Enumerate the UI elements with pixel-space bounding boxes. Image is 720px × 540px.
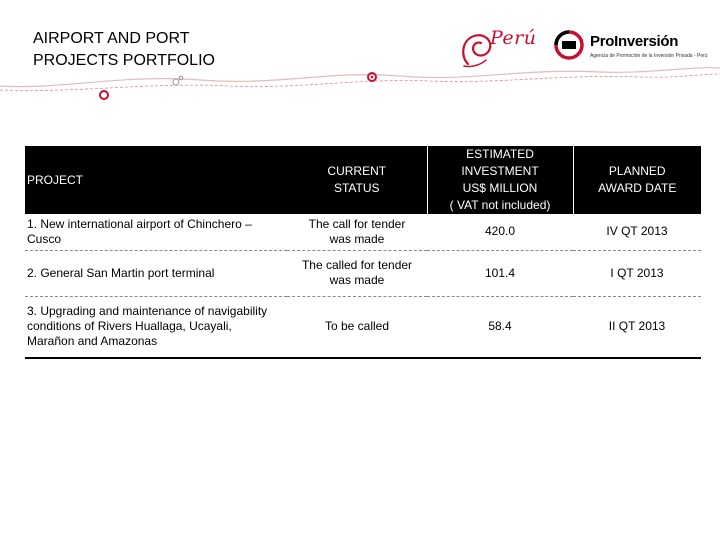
project-status: The call for tender was made: [287, 214, 427, 250]
project-investment: 58.4: [427, 296, 573, 358]
project-status: The called for tender was made: [287, 250, 427, 296]
project-name: 1. New international airport of Chinchero – Cusco: [25, 214, 287, 250]
project-name: 2. General San Martin port terminal: [25, 250, 287, 296]
header-estimated-investment: ESTIMATED INVESTMENT US$ MILLION ( VAT not included): [427, 146, 573, 214]
project-award-date: IV QT 2013: [573, 214, 701, 250]
peru-logo-text: Perú: [490, 27, 537, 49]
proinversion-logo-tagline: Agencia de Promoción de la Inversión Privada - Perú: [590, 53, 708, 59]
decorative-circle: [173, 79, 179, 85]
project-status: To be called: [287, 296, 427, 358]
slide-title: AIRPORT AND PORT PROJECTS PORTFOLIO: [33, 30, 215, 69]
proinversion-logo-text: ProInversión: [590, 33, 679, 50]
table-row: [25, 250, 701, 296]
project-award-date: II QT 2013: [573, 296, 701, 358]
table-header-row: [25, 146, 701, 214]
header-project: PROJECT: [25, 146, 287, 214]
header-planned-award-date: PLANNED AWARD DATE: [573, 146, 701, 214]
table-row: [25, 296, 701, 358]
project-name: 3. Upgrading and maintenance of navigability conditions of Rivers Huallaga, Ucayali, Marañon and Amazonas: [25, 296, 287, 358]
decorative-circle: [100, 91, 108, 99]
project-investment: 420.0: [427, 214, 573, 250]
table-row: [25, 214, 701, 250]
header-current-status: CURRENT STATUS: [287, 146, 427, 214]
project-award-date: I QT 2013: [573, 250, 701, 296]
projects-table: [25, 146, 701, 359]
project-investment: 101.4: [427, 250, 573, 296]
